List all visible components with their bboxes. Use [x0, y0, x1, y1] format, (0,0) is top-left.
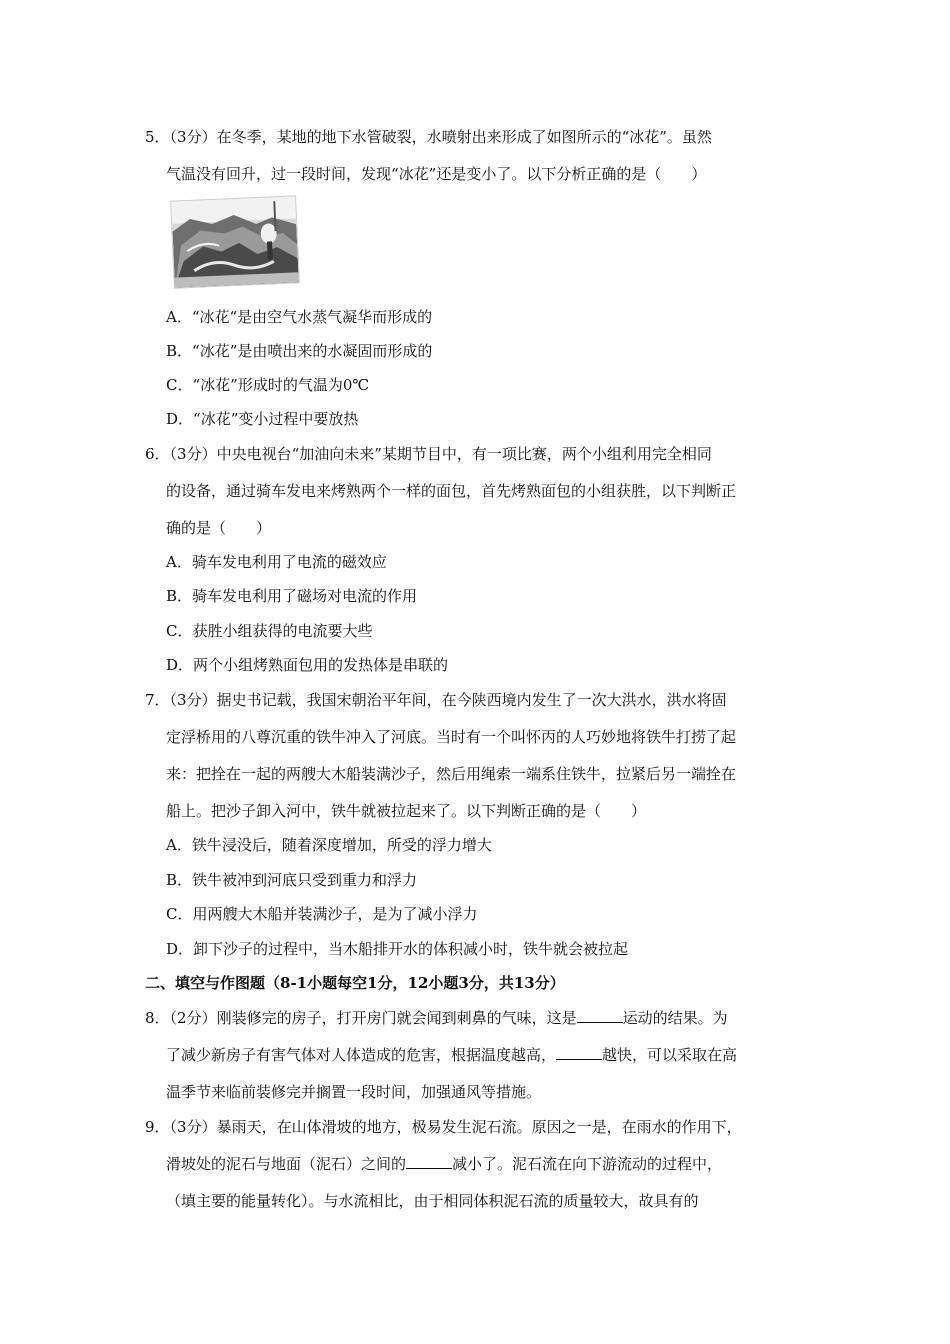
q7-stem-line1: 7．（3分）据史书记载，我国宋朝治平年间，在今陕西境内发生了一次大洪水，洪水将固	[145, 691, 727, 709]
q9-text-2a: 滑坡处的泥石与地面（泥石）之间的	[166, 1155, 407, 1173]
q9-stem-line3: （填主要的能量转化）。与水流相比，由于相同体积泥石流的质量较大，故具有的	[166, 1192, 699, 1210]
q6-stem-line1: 6．（3分）中央电视台“加油向未来”某期节目中，有一项比赛，两个小组利用完全相同	[145, 445, 712, 463]
q7-stem-line3: 来：把拴在一起的两艘大木船装满沙子，然后用绳索一端系住铁牛，拉紧后另一端拴在	[166, 765, 737, 783]
q8-blank-1[interactable]	[577, 1008, 623, 1023]
q5-option-d: D．“冰花”变小过程中要放热	[166, 410, 359, 428]
q5-option-c: C．“冰花”形成时的气温为0℃	[166, 376, 370, 394]
q6-option-a: A．骑车发电利用了电流的磁效应	[166, 553, 387, 571]
q8-text-1a: 8．（2分）刚装修完的房子，打开房门就会闻到刺鼻的气味，这是	[145, 1009, 577, 1027]
q6-option-c: C．获胜小组获得的电流要大些	[166, 622, 373, 640]
q8-stem-line3: 温季节来临前装修完并搁置一段时间，加强通风等措施。	[166, 1083, 542, 1101]
q9-stem-line1: 9．（3分）暴雨天，在山体滑坡的地方，极易发生泥石流。原因之一是，在雨水的作用下，	[145, 1118, 742, 1136]
q8-stem-line1	[145, 1008, 728, 1028]
q7-option-b: B．铁牛被冲到河底只受到重力和浮力	[166, 871, 418, 889]
q7-option-c: C．用两艘大木船并装满沙子，是为了减小浮力	[166, 905, 478, 923]
q6-option-b: B．骑车发电利用了磁场对电流的作用	[166, 587, 418, 605]
q6-stem-line2: 的设备，通过骑车发电来烤熟两个一样的面包，首先烤熟面包的小组获胜，以下判断正	[166, 482, 737, 500]
q8-text-2b: 越快，可以采取在高	[602, 1046, 738, 1064]
q6-stem-line3: 确的是（ ）	[166, 519, 272, 537]
q8-text-1b: 运动的结果。为	[622, 1009, 728, 1027]
q5-stem-line1: 5．（3分）在冬季，某地的地下水管破裂，水喷射出来形成了如图所示的“冰花”。虽然	[145, 128, 712, 146]
q7-stem-line2: 定浮桥用的八尊沉重的铁牛冲入了河底。当时有一个叫怀丙的人巧妙地将铁牛打捞了起	[166, 728, 737, 746]
q8-text-2a: 了减少新房子有害气体对人体造成的危害，根据温度越高，	[166, 1046, 557, 1064]
section-2-heading: 二、填空与作图题（8-1小题每空1分，12小题3分，共13分）	[145, 974, 565, 992]
q7-option-d: D．卸下沙子的过程中，当木船排开水的体积减小时，铁牛就会被拉起	[166, 940, 629, 958]
ice-flower-photo	[170, 195, 300, 288]
q5-option-a: A．“冰花“是由空气水蒸气凝华而形成的	[166, 308, 433, 326]
q9-text-2b: 减小了。泥石流在向下游流动的过程中，	[452, 1155, 723, 1173]
q9-stem-line2	[166, 1154, 722, 1174]
q8-blank-2[interactable]	[556, 1045, 602, 1060]
q8-stem-line2	[166, 1045, 737, 1065]
q7-option-a: A．铁牛浸没后，随着深度增加，所受的浮力增大	[166, 836, 492, 854]
q9-blank-1[interactable]	[406, 1154, 452, 1169]
q5-option-b: B．“冰花”是由喷出来的水凝固而形成的	[166, 342, 433, 360]
q6-option-d: D．两个小组烤熟面包用的发热体是串联的	[166, 656, 449, 674]
q7-stem-line4: 船上。把沙子卸入河中，铁牛就被拉起来了。以下判断正确的是（ ）	[166, 802, 647, 820]
q5-stem-line2: 气温没有回升，过一段时间，发现“冰花”还是变小了。以下分析正确的是（ ）	[166, 165, 707, 183]
